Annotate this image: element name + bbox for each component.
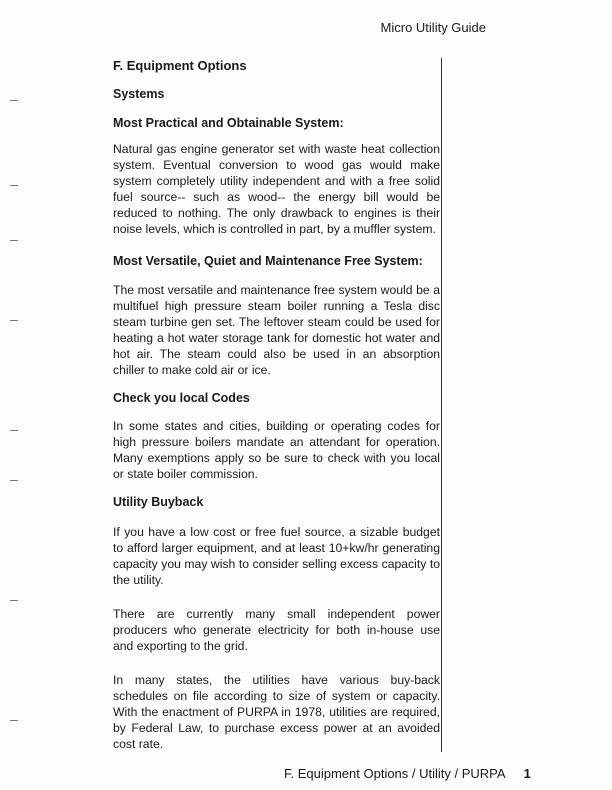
margin-mark [10, 430, 18, 431]
heading-utility-buyback: Utility Buyback [113, 495, 204, 509]
heading-most-practical: Most Practical and Obtainable System: [113, 116, 344, 130]
footer [284, 752, 612, 790]
paragraph: In many states, the utilities have various buy-back schedules on file according to size of system or capacity. With the enactment of PURPA in 1978, utilities are required, by Federal Law, to purchase excess power at an avoided cost rate. [113, 673, 440, 751]
section-title: F. Equipment Options [113, 58, 247, 73]
margin-mark [10, 100, 18, 101]
section-subtitle: Systems [113, 87, 165, 101]
paragraph: There are currently many small independent power producers who generate electricity for both in-house use and exporting to the grid. [113, 607, 440, 653]
margin-mark [10, 240, 18, 241]
running-header: Micro Utility Guide [380, 20, 486, 35]
paragraph: In some states and cities, building or operating codes for high pressure boilers mandate an attendant for operation. Many exemptions apply so be sure to check with you local or state boiler commission. [113, 419, 440, 481]
margin-mark [10, 480, 18, 481]
paragraph: If you have a low cost or free fuel source, a sizable budget to afford larger equipment, and at least 10+kw/hr generating capacity you may wish to consider selling excess capacity to the utility. [113, 525, 440, 587]
margin-mark [10, 320, 18, 321]
margin-mark [10, 600, 18, 601]
content-column [113, 58, 440, 752]
paragraph: The most versatile and maintenance free system would be a multifuel high pressure steam boiler running a Tesla disc steam turbine gen set. The leftover steam could be used for heating a hot water storage tank for domestic hot water and hot air. The steam could also be used in an absorption chiller to make cold air or ice. [113, 283, 440, 377]
page-number: 1 [523, 766, 531, 781]
margin-mark [10, 185, 18, 186]
paragraph: Natural gas engine generator set with waste heat collection system. Eventual conversion to wood gas would make system completely utility independent and with a free solid fuel source-- such as wood-- the energy bill would be reduced to nothing. The only drawback to engines is their noise levels, which is controlled in part, by a muffler system. [113, 142, 440, 236]
running-footer: F. Equipment Options / Utility / PURPA [284, 766, 506, 781]
heading-local-codes: Check you local Codes [113, 391, 250, 405]
margin-mark [10, 720, 18, 721]
margin-rule [441, 58, 443, 752]
heading-most-versatile: Most Versatile, Quiet and Maintenance Free System: [113, 254, 423, 268]
